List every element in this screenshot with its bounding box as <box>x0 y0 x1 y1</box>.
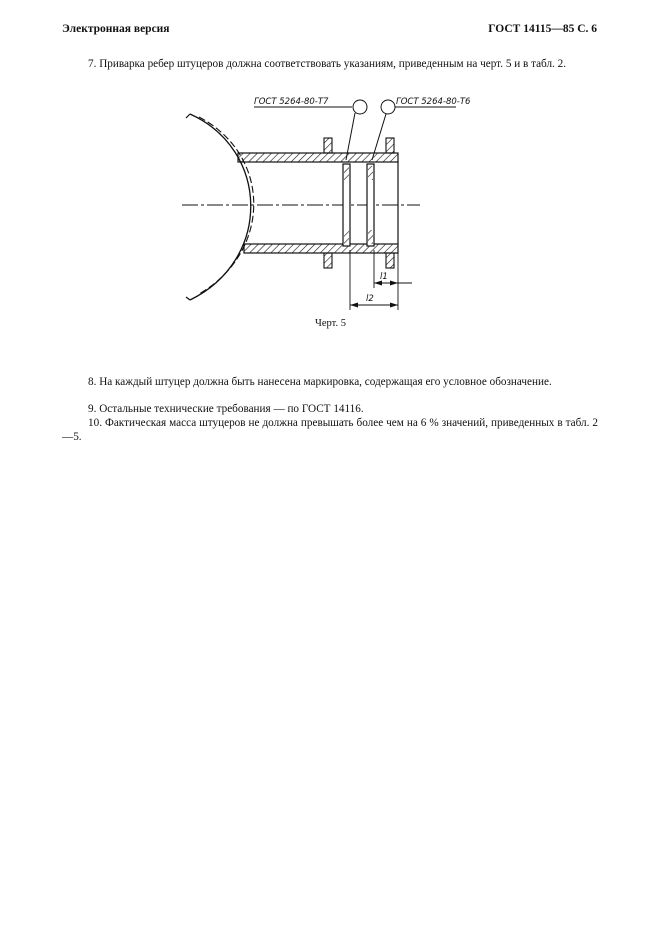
weld-label-left: ГОСТ 5264-80-Т7 <box>254 97 329 107</box>
paragraph-8: 8. На каждый штуцер должна быть нанесена маркировка, содержащая его условное обозначение. <box>88 376 552 388</box>
paragraph-9: 9. Остальные технические требования — по ГОСТ 14116. <box>88 403 364 415</box>
weld-leader-right <box>372 100 456 160</box>
flange-bottom <box>324 253 332 268</box>
header-left: Электронная версия <box>62 23 170 35</box>
pipe-wall-bottom <box>244 244 398 253</box>
dimension-l1: l1 <box>380 272 388 282</box>
weld-leader-left <box>254 100 367 160</box>
flange-top-right <box>386 138 394 153</box>
drawing-fitting <box>0 0 661 340</box>
flange-top <box>324 138 332 153</box>
paragraph-10: 10. Фактическая масса штуцеров не должна превышать более чем на 6 % значений, приведенных в табл. 2—5. <box>62 417 598 443</box>
vessel-shell <box>186 114 254 300</box>
paragraph-7: 7. Приварка ребер штуцеров должна соответствовать указаниям, приведенным на черт. 5 и в табл. 2. <box>88 58 567 70</box>
dimension-l2: l2 <box>366 294 374 304</box>
weld-label-right: ГОСТ 5264-80-Т6 <box>396 97 471 107</box>
figure-caption: Черт. 5 <box>315 318 346 329</box>
header-right: ГОСТ 14115—85 С. 6 <box>488 23 597 35</box>
flange-bottom-right <box>386 253 394 268</box>
